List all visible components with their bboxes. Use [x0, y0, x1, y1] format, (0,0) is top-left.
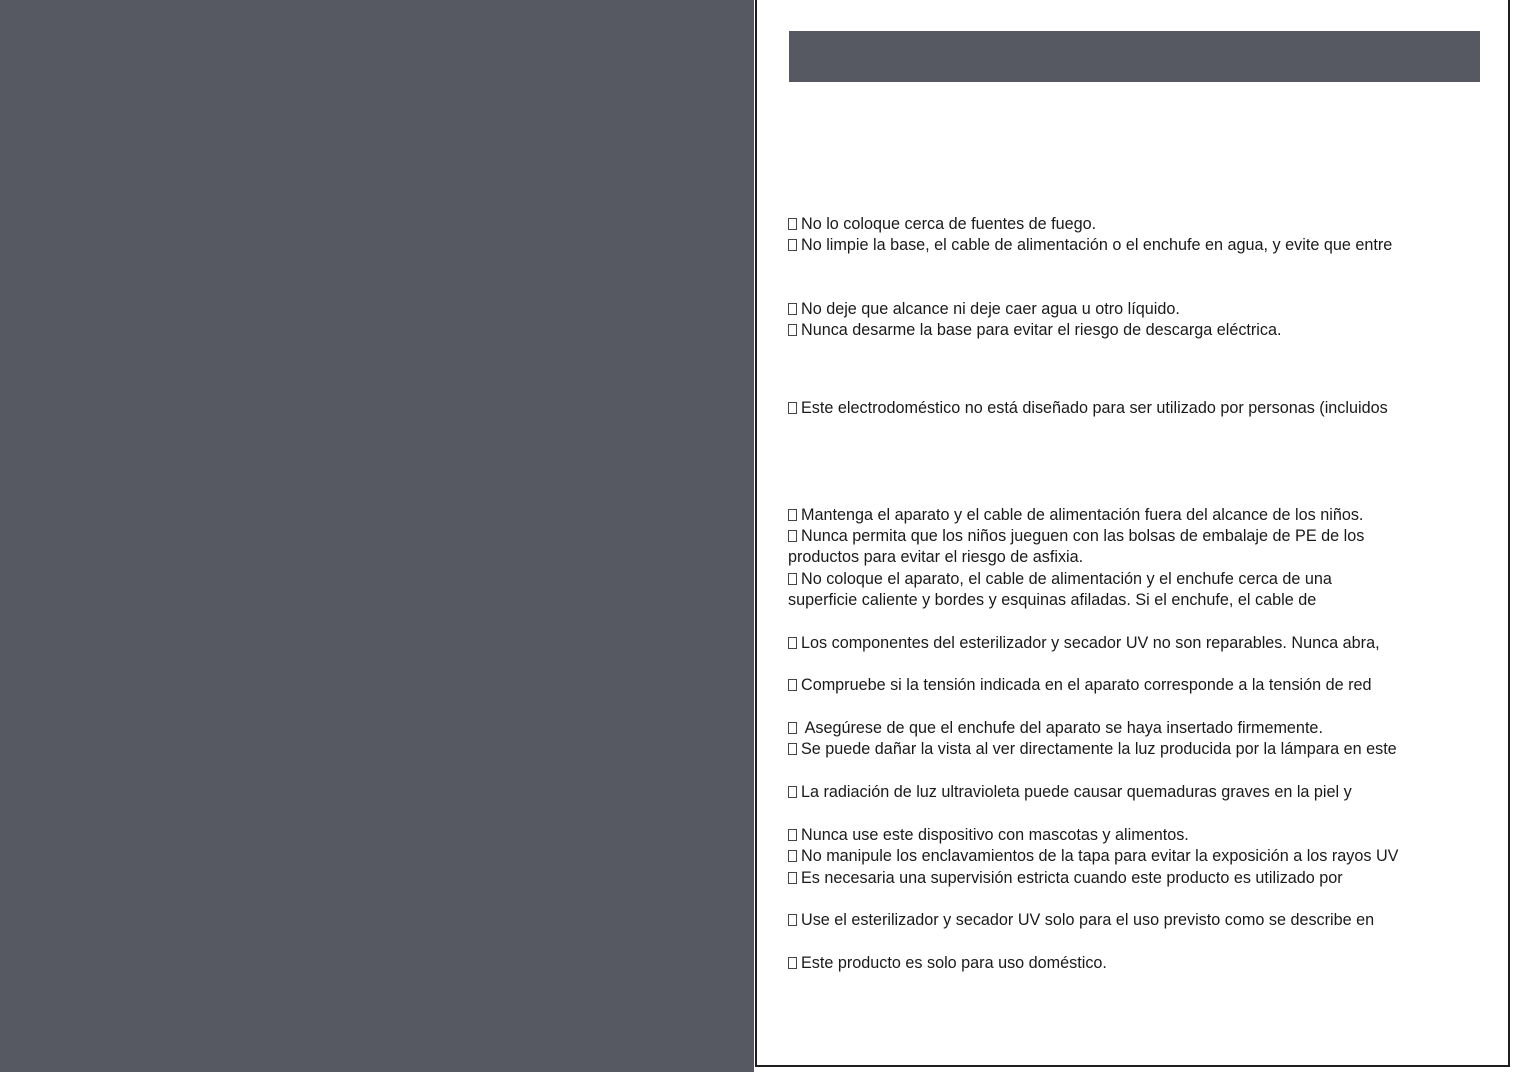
instruction-line: No lo coloque cerca de fuentes de fuego. [788, 214, 1096, 235]
instruction-line: Este electrodoméstico no está diseñado para ser utilizado por personas (incluidos [788, 398, 1388, 419]
missing-glyph-box-icon [788, 303, 797, 315]
missing-glyph-box-icon [788, 324, 797, 336]
instruction-line: Mantenga el aparato y el cable de alimentación fuera del alcance de los niños. [788, 505, 1363, 526]
missing-glyph-box-icon [788, 914, 797, 926]
instruction-line: productos para evitar el riesgo de asfixia. [788, 548, 1084, 566]
left-page-panel [0, 0, 754, 1072]
instruction-line: Nunca desarme la base para evitar el riesgo de descarga eléctrica. [788, 320, 1282, 341]
missing-glyph-box-icon [788, 509, 797, 521]
instruction-line: No deje que alcance ni deje caer agua u otro líquido. [788, 299, 1180, 320]
section-header-bar [789, 31, 1480, 82]
instruction-line: No manipule los enclavamientos de la tapa para evitar la exposición a los rayos UV [788, 846, 1398, 867]
missing-glyph-box-icon [788, 872, 797, 884]
instruction-line: La radiación de luz ultravioleta puede causar quemaduras graves en la piel y [788, 782, 1352, 803]
instruction-line: Asegúrese de que el enchufe del aparato se haya insertado firmemente. [788, 718, 1323, 739]
missing-glyph-box-icon [788, 786, 797, 798]
instruction-line: Los componentes del esterilizador y secador UV no son reparables. Nunca abra, [788, 633, 1380, 654]
missing-glyph-box-icon [788, 850, 797, 862]
instruction-line: Este producto es solo para uso doméstico. [788, 953, 1107, 974]
instruction-line: Use el esterilizador y secador UV solo para el uso previsto como se describe en [788, 910, 1374, 931]
missing-glyph-box-icon [788, 722, 797, 734]
instruction-line: No coloque el aparato, el cable de alimentación y el enchufe cerca de una [788, 569, 1332, 590]
missing-glyph-box-icon [788, 573, 797, 585]
instruction-line: Nunca permita que los niños jueguen con las bolsas de embalaje de PE de los [788, 526, 1364, 547]
instruction-line: Compruebe si la tensión indicada en el aparato corresponde a la tensión de red [788, 675, 1372, 696]
missing-glyph-box-icon [788, 829, 797, 841]
missing-glyph-box-icon [788, 218, 797, 230]
missing-glyph-box-icon [788, 402, 797, 414]
instruction-line: superficie caliente y bordes y esquinas afiladas. Si el enchufe, el cable de [788, 591, 1317, 609]
missing-glyph-box-icon [788, 957, 797, 969]
instruction-line: Se puede dañar la vista al ver directamente la luz producida por la lámpara en este [788, 739, 1397, 760]
missing-glyph-box-icon [788, 679, 797, 691]
missing-glyph-box-icon [788, 530, 797, 542]
instruction-line: Nunca use este dispositivo con mascotas y alimentos. [788, 825, 1189, 846]
missing-glyph-box-icon [788, 239, 797, 251]
instruction-line: Es necesaria una supervisión estricta cuando este producto es utilizado por [788, 868, 1343, 889]
missing-glyph-box-icon [788, 743, 797, 755]
instruction-line: No limpie la base, el cable de alimentación o el enchufe en agua, y evite que entre [788, 235, 1392, 256]
missing-glyph-box-icon [788, 637, 797, 649]
